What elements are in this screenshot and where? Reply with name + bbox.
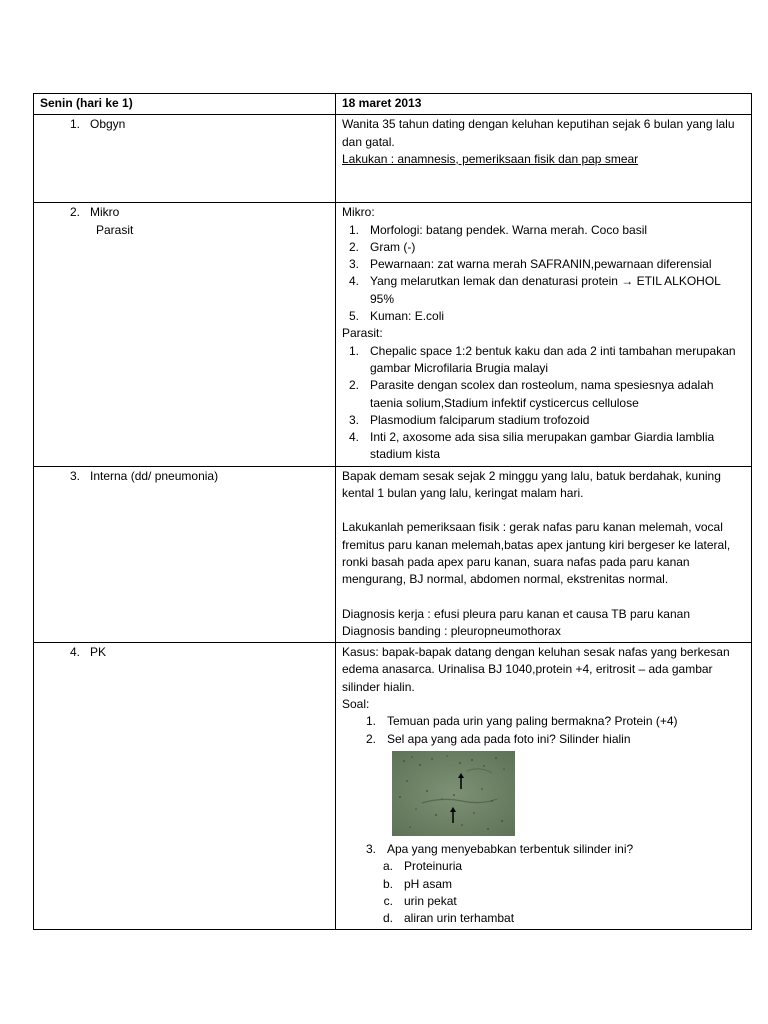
station-sublabel: Parasit — [96, 222, 134, 237]
list-item: 3. Pewarnaan: zat warna merah SAFRANIN,pewarnaan diferensial — [348, 257, 712, 272]
header-day: Senin (hari ke 1) — [34, 94, 336, 115]
table-row — [34, 466, 752, 642]
header-date: 18 maret 2013 — [336, 94, 752, 115]
diagnosis-work: Diagnosis kerja : efusi pleura paru kanan et causa TB paru kanan — [342, 606, 690, 621]
table-row — [34, 643, 752, 930]
table-row — [34, 115, 752, 203]
station-cell — [34, 203, 336, 466]
station-label: Mikro — [90, 205, 120, 220]
header-row — [34, 94, 752, 115]
list-item: 1. Morfologi: batang pendek. Warna merah. Coco basil — [348, 222, 648, 237]
station-label: Interna (dd/ pneumonia) — [90, 468, 219, 483]
diagnosis-differential: Diagnosis banding : pleuropneumothorax — [342, 623, 561, 638]
station-cell — [34, 115, 336, 203]
list-item: b. pH asam — [382, 876, 453, 891]
urine-microscopy-photo — [392, 751, 515, 836]
case-text: Wanita 35 tahun dating dengan keluhan keputihan sejak 6 bulan yang lalu dan gatal. — [342, 117, 735, 149]
station-number: 4. — [69, 645, 80, 660]
station-cell — [34, 643, 336, 930]
section-title: Mikro: — [342, 205, 375, 220]
list-item: 1. Temuan pada urin yang paling bermakna? Protein (+4) — [365, 714, 678, 729]
list-item: 2. Parasite dengan scolex dan rosteolum, nama spesiesnya adalah taenia solium,Stadium infektif cysticercus cellulose — [348, 378, 714, 410]
list-item: 4. Inti 2, axosome ada sisa silia merupakan gambar Giardia lamblia stadium kista — [348, 430, 715, 462]
case-text: Kasus: bapak-bapak datang dengan keluhan sesak nafas yang berkesan edema anasarca. Urinalisa BJ 1040,protein +4, eritrosit – ada gambar silinder hialin. — [342, 645, 730, 694]
list-item: a. Proteinuria — [382, 859, 463, 874]
list-item: 1. Chepalic space 1:2 bentuk kaku dan ada 2 inti tambahan merupakan gambar Microfilaria Brugia malayi — [348, 343, 736, 375]
station-number: 3. — [69, 468, 80, 483]
case-text: Bapak demam sesak sejak 2 minggu yang lalu, batuk berdahak, kuning kental 1 bulan yang lalu, keringat malam hari. — [342, 468, 721, 501]
table-row — [34, 203, 752, 466]
exam-text: Lakukanlah pemeriksaan fisik : gerak nafas paru kanan melemah, vocal fremitus paru kanan melemah,batas apex jantung kiri bergeser ke lateral, ronki basah pada apex paru kanan, suara nafas pada paru kanan mengurang, BJ normal, abdomen normal, ekstrenitas normal. — [342, 520, 731, 587]
section-title: Parasit: — [342, 326, 383, 341]
station-number: 2. — [69, 205, 80, 220]
content-cell — [336, 466, 752, 642]
option-list — [342, 858, 745, 927]
content-cell — [336, 203, 752, 466]
list-item: 3. Apa yang menyebabkan terbentuk silinder ini? — [365, 841, 634, 856]
question-list — [342, 713, 745, 748]
content-cell — [336, 643, 752, 930]
list-item: 3. Plasmodium falciparum stadium trofozoid — [348, 412, 590, 427]
list-item: 4. Yang melarutkan lemak dan denaturasi protein → ETIL ALKOHOL 95% — [348, 274, 721, 306]
question-list — [342, 841, 745, 858]
task-text: Lakukan : anamnesis, pemeriksaan fisik dan pap smear — [342, 151, 639, 166]
list-item: 5. Kuman: E.coli — [348, 309, 445, 324]
list-item: 2. Gram (-) — [348, 239, 416, 254]
parasit-list — [342, 343, 745, 464]
station-number: 1. — [69, 117, 80, 132]
section-title: Soal: — [342, 697, 370, 712]
schedule-table — [33, 93, 752, 930]
list-item: 2. Sel apa yang ada pada foto ini? Silinder hialin — [365, 731, 631, 746]
station-label: Obgyn — [90, 117, 126, 132]
content-cell — [336, 115, 752, 203]
list-item: d. aliran urin terhambat — [382, 911, 515, 926]
list-item: c. urin pekat — [383, 893, 457, 908]
station-label: PK — [90, 645, 107, 660]
station-cell — [34, 466, 336, 642]
mikro-list — [342, 222, 745, 326]
